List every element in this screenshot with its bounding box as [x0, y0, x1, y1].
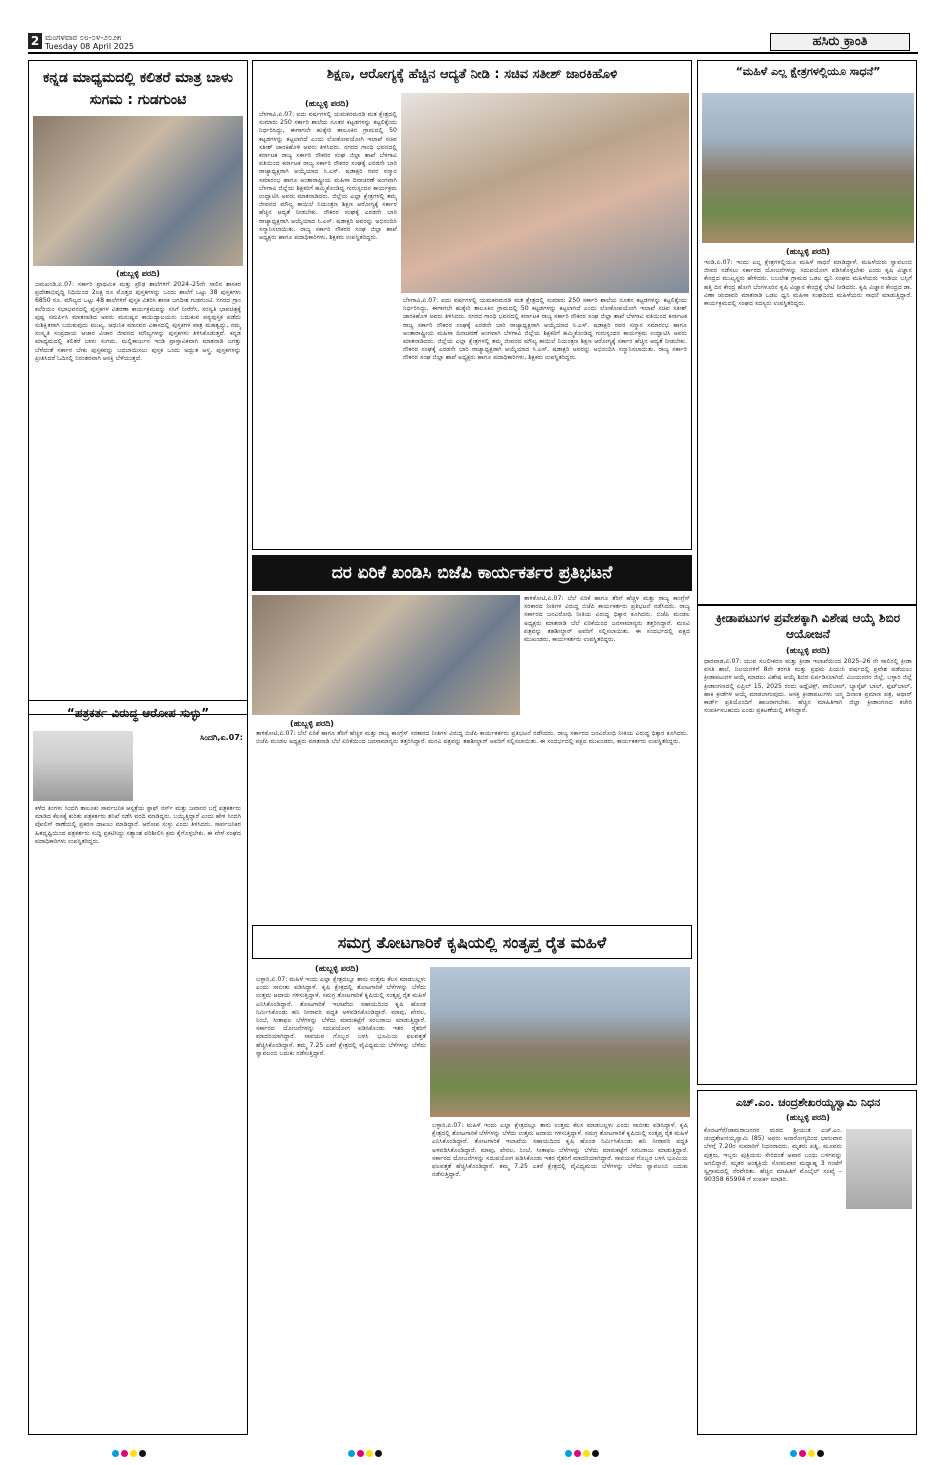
article-byline: ಸಿಂದಗಿ,ಏ.07:	[200, 733, 243, 742]
article-journalist	[28, 700, 248, 1435]
article-women-achievement	[697, 60, 917, 605]
section-brand: ಹಸಿರು ಕ್ರಾಂತಿ	[770, 33, 910, 51]
article-title: ಎಚ್.ಎಂ. ಚಂದ್ರಶೇಖರಯ್ಯಸ್ವಾಮಿ ನಿಧನ	[735, 1096, 881, 1109]
article-byline: (ಹುಬ್ಬಳ್ಳಿ ಪರದಿ)	[315, 964, 359, 973]
article-byline: (ಹುಬ್ಬಳ್ಳಿ ಪರದಿ)	[786, 247, 830, 256]
print-registration-marks	[112, 1442, 162, 1461]
article-kannada-medium	[28, 60, 248, 715]
article-body-continued: ಬಳ್ಳಾರಿ,ಏ.07: ಮಹಿಳೆ ಇಂದು ಎಲ್ಲಾ ಕ್ಷೇತ್ರದಲ್ಲೂ ತಾನು ಉತ್ತಮ ಕೆಲಸ ಮಾಡಬಲ್ಲಳು ಎಂದು ಸಾಬೀತು ಪಡಿಸಿದ್ದಾಳೆ. ಕೃಷಿ ಕ್ಷೇತ್ರದಲ್ಲಿ ತೋಟಗಾರಿಕೆ ಬೆಳೆಗಳನ್ನು ಬೆಳೆದು ಉತ್ತಮ ಆದಾಯ ಗಳಿಸುತ್ತಿದ್ದಾಳೆ. ಸಮಗ್ರ ತೋಟಗಾರಿಕೆ ಕೃಷಿಯಲ್ಲಿ ಸಂತೃಪ್ತ ರೈತ ಮಹಿಳೆ ಎನಿಸಿಕೊಂಡಿದ್ದಾರೆ. ತೋಟಗಾರಿಕೆ ಇಲಾಖೆಯ ಸಹಾಯದಿಂದ ಕೃಷಿ ಹೊಂಡ ನಿರ್ಮಿಸಿಕೊಂಡು ಹನಿ ನೀರಾವರಿ ಪದ್ಧತಿ ಅಳವಡಿಸಿಕೊಂಡಿದ್ದಾರೆ. ಮಾವು, ಪೇರಲ, ನಿಂಬೆ, ಸೀತಾಫಲ ಬೆಳೆಗಳನ್ನು ಬೆಳೆದು ಮಾರುಕಟ್ಟೆಗೆ ಸರಬರಾಜು ಮಾಡುತ್ತಿದ್ದಾರೆ. ಸರ್ಕಾರದ ಯೋಜನೆಗಳನ್ನು ಸದುಪಯೋಗ ಪಡಿಸಿಕೊಂಡು ಇತರ ರೈತರಿಗೆ ಮಾದರಿಯಾಗಿದ್ದಾರೆ. ಸಾವಯವ ಗೊಬ್ಬರ ಬಳಸಿ ಭೂಮಿಯ ಫಲವತ್ತತೆ ಹೆಚ್ಚಿಸಿಕೊಂಡಿದ್ದಾರೆ. ತಮ್ಮ 7.25 ಎಕರೆ ಕ್ಷೇತ್ರದಲ್ಲಿ ವೈವಿಧ್ಯಮಯ ಬೆಳೆಗಳನ್ನು ಬೆಳೆದು ಸ್ವಾವಲಂಬಿ ಬದುಕು ನಡೆಸುತ್ತಿದ್ದಾರೆ.	[432, 1122, 688, 1179]
article-title: ಕ್ರೀಡಾಪಟುಗಳ ಪ್ರವೇಶಕ್ಕಾಗಿ ವಿಶೇಷ ಆಯ್ಕೆ ಶಿಬಿರ ಆಯೋಜನೆ	[715, 611, 901, 641]
article-sports-camp	[697, 605, 917, 1085]
article-body: ಇಂಡಿ,ಏ.07: ಇಂದು ಎಲ್ಲ ಕ್ಷೇತ್ರಗಳಲ್ಲಿಯೂ ಮಹಿಳೆ ಸಾಧನೆ ಮಾಡಿದ್ದಾಳೆ. ಮಹಿಳೆಯರು ಸ್ವಾವಲಂಬಿ ಜೀವನ ನಡೆಸಲು ಸರ್ಕಾರದ ಯೋಜನೆಗಳನ್ನು ಸದುಪಯೋಗ ಪಡಿಸಿಕೊಳ್ಳಬೇಕು ಎಂದು ಕೃಷಿ ವಿಜ್ಞಾನ ಕೇಂದ್ರದ ಮುಖ್ಯಸ್ಥರು ಹೇಳಿದರು. ಬಬಲೇಶ ಗ್ರಾಮದ ಒಡಲ ಧ್ವನಿ ಸಂಘದ ಮಹಿಳೆಯರು ಇಂಡಿಯ ಬಸ್ಸಿಗೆ ಹತ್ತಿ ದಿನ ಕೇಂದ್ರ ಹೋಗಿ ಬೆಂಗಳೂರಿನ ಕೃಷಿ ವಿಜ್ಞಾನ ಕೇಂದ್ರಕ್ಕೆ ಭೇಟಿ ನೀಡಿದರು. ಕೃಷಿ ವಿಜ್ಞಾನ ಕೇಂದ್ರದ ಡಾ. ವಿಣಾ ಚಂದಾವರಿ ಮಾತನಾಡಿ ಒಡಲ ಧ್ವನಿ ಮಹಿಳಾ ಸಂಘದಿಂದ ಮಹಿಳೆಯರು ಸಾಧನೆ ಮಾಡುತ್ತಿದ್ದಾರೆ. ಕಾರ್ಯಕ್ರಮದಲ್ಲಿ ಸಂಘದ ಸದಸ್ಯರು ಉಪಸ್ಥಿತರಿದ್ದರು.	[704, 259, 912, 308]
article-byline: (ಹುಬ್ಬಳ್ಳಿ ಪರದಿ)	[786, 1113, 830, 1122]
article-body: ಕೊರಟಗೆರೆ/ಚಾಮರಾಜನಗರ ಮಠದ ಶ್ರೀಯುತ ಎಚ್.ಎಂ. ಚಂದ್ರಶೇಖರಯ್ಯಸ್ವಾಮಿ (85) ಅವರು ಅನಾರೋಗ್ಯದಿಂದ ಭಾನುವಾರ ಬೆಳಗ್ಗೆ 7.20ರ ಸುಮಾರಿಗೆ ನಿಧನರಾದರು. ಮೃತರು ಪತ್ನಿ, ಮೂವರು ಪುತ್ರರು, ಇಬ್ಬರು ಪುತ್ರಿಯರು ಸೇರಿದಂತೆ ಅಪಾರ ಬಂಧು ಬಳಗವನ್ನು ಅಗಲಿದ್ದಾರೆ. ಮೃತರ ಅಂತ್ಯಕ್ರಿಯೆ ಸೋಮವಾರ ಮಧ್ಯಾಹ್ನ 3 ಗಂಟೆಗೆ ಸ್ವಗ್ರಾಮದಲ್ಲಿ ನೆರವೇರಿತು. ಹೆಚ್ಚಿನ ಮಾಹಿತಿಗೆ ಮೊಬೈಲ್ ಸಂಖ್ಯೆ – 90358 65904 ಗೆ ಸಂಪರ್ಕ ಮಾಡಿರಿ.	[704, 1127, 842, 1184]
article-title: ಸಮಗ್ರ ತೋಟಗಾರಿಕೆ ಕೃಷಿಯಲ್ಲಿ ಸಂತೃಪ್ತ ರೈತ ಮಹಿಳೆ	[252, 925, 692, 959]
page-number: 2	[28, 33, 42, 49]
date-english: Tuesday 08 April 2025	[45, 42, 134, 51]
article-body-continued: ಬೆಳಗಾವಿ,ಏ.07: ಐದು ವರ್ಷಗಳಲ್ಲಿ ಯಮಕನಮರಡಿ ಮತ ಕ್ಷೇತ್ರದಲ್ಲಿ ಸುಮಾರು 250 ಸರ್ಕಾರಿ ಶಾಲೆಯ ನೂತನ ಕಟ್ಟಡಗಳನ್ನು ಕಟ್ಟಲಿಕ್ಕೆಂದು ನಿರ್ಧರಿಸಿದ್ದು, ಈಗಾಗಲೇ ಹುಕ್ಕೇರಿ ತಾಲೂಕಿನ ಗ್ರಾಮದಲ್ಲಿ 50 ಕಟ್ಟಡಗಳನ್ನು ಕಟ್ಟಲಾಗಿದೆ ಎಂದು ಲೋಕೋಪಯೋಗಿ ಇಲಾಖೆ ಸಚಿವ ಸತೀಶ್ ಜಾರಕಿಹೊಳಿ ಅವರು ತಿಳಿಸಿದರು. ನಗರದ ಗಾಂಧಿ ಭವನದಲ್ಲಿ ಕರ್ನಾಟಕ ರಾಜ್ಯ ಸರ್ಕಾರಿ ನೌಕರರ ಸಂಘ ಜಿಲ್ಲಾ ಶಾಖೆ ಬೆಳಗಾವಿ ವತಿಯಿಂದ ಕರ್ನಾಟಕ ರಾಜ್ಯ ಸರ್ಕಾರಿ ನೌಕರರ ಸಂಘಕ್ಕೆ ಎರಡನೇ ಬಾರಿ ರಾಜ್ಯಾಧ್ಯಕ್ಷರಾಗಿ ಆಯ್ಕೆಯಾದ ಸಿ.ಎಸ್. ಷಡಾಕ್ಷರಿ ರವರ ಸನ್ಮಾನ ಸಮಾರಂಭ ಹಾಗೂ ಅಂತಾರಾಷ್ಟ್ರೀಯ ಮಹಿಳಾ ದಿನಾಚರಣೆ ಅಂಗವಾಗಿ ಬೆಳಗಾವಿ ಜಿಲ್ಲೆಯ ಶಿಕ್ಷಕರಿಗೆ ಹಮ್ಮಿಕೊಂಡಿದ್ದ ಗುರುಸ್ಪಂದನ ಕಾರ್ಯಕ್ರಮ ಉದ್ಘಾಟಿಸಿ ಅವರು ಮಾತನಾಡಿದರು. ಜಿಲ್ಲೆಯ ಎಲ್ಲಾ ಕ್ಷೇತ್ರಗಳಲ್ಲಿ ತಮ್ಮ ಜೀವನದ ಮೌಲ್ಯ ಕಾಯಿಲೆ ನಿಯಂತ್ರಣ ಶಿಕ್ಷಣ ಆರೋಗ್ಯಕ್ಕೆ ಸರ್ಕಾರ ಹೆಚ್ಚಿನ ಆದ್ಯತೆ ನೀಡಬೇಕು. ನೌಕರರ ಸಂಘಕ್ಕೆ ಎರಡನೇ ಬಾರಿ ರಾಜ್ಯಾಧ್ಯಕ್ಷರಾಗಿ ಆಯ್ಕೆಯಾದ ಸಿ.ಎಸ್. ಷಡಾಕ್ಷರಿ ಅವರನ್ನು ಅಭಿನಂದಿಸಿ ಸನ್ಮಾನಿಸಲಾಯಿತು. ರಾಜ್ಯ ಸರ್ಕಾರಿ ನೌಕರರ ಸಂಘ ಜಿಲ್ಲಾ ಶಾಖೆ ಅಧ್ಯಕ್ಷರು ಹಾಗೂ ಪದಾಧಿಕಾರಿಗಳು, ಶಿಕ್ಷಕರು ಉಪಸ್ಥಿತರಿದ್ದರು.	[403, 297, 687, 362]
article-title: ಕನ್ನಡ ಮಾಧ್ಯಮದಲ್ಲಿ ಕಲಿತರೆ ಮಾತ್ರ ಬಾಳು ಸುಗಮ : ಗುಡಗುಂಟಿ	[43, 70, 233, 108]
article-body: ಜಮಖಂಡಿ,ಏ.07: ಸರ್ಕಾರಿ ಪ್ರಾಥಮಿಕ ಮತ್ತು ಪ್ರೌಢ ಶಾಲೆಗಳಿಗೆ 2024–25ನೇ ಸಾಲಿನ ಶಾಸಕರ ಪ್ರದೇಶಾಭಿವೃದ್ಧಿ ನಿಧಿಯಿಂದ 2ಲಕ್ಷ ರೂ ಮೊತ್ತದ ಪುಸ್ತಕಗಳನ್ನು ಒಂದು ಶಾಲೆಗೆ ಒಟ್ಟು 38 ಪುಸ್ತಕಗಳು 6850 ರೂ. ಮೌಲ್ಯದ ಒಟ್ಟು 48 ಶಾಲೆಗಳಿಗೆ ಪುಸ್ತಕ ವಿತರಿಸಿ ಶಾಸಕ ಜಗದೀಶ ಗುಡಗುಂಟಿ. ನಗರದ ಗ್ರಾಂ ಕಲೆರಿಯಂ ಸಭಾಭವನದಲ್ಲಿ ಪುಸ್ತಕಗಳ ವಿತರಣಾ ಕಾರ್ಯಕ್ರಮವನ್ನು ಸಸಿಗೆ ನೀರೆರೆಸಿ, ಸರಸ್ವತಿ ಭಾವಚಿತ್ರಕ್ಕೆ ಪುಷ್ಪ ಸಮರ್ಪಿಸಿ ಮಾತನಾಡಿದ ಅವರು ಮನುಷ್ಯನ ಕಾಯಿದ್ಯಾಲಯನು ಬದುಕುವ ಪಠ್ಯಪುಸ್ತಕ ಪಡೆದು ಸುಶಿಕ್ಷಿತರಾಗಿ ಬದುಕುವುದು ಮುಖ್ಯ. ಆಧುನಿಕ ಮಾನವನ ವಿಕಾಸದಲ್ಲಿ ಪುಸ್ತಕಗಳ ಪಾತ್ರ ಮಹತ್ವದ್ದು, ನಮ್ಮ ಸಂಸ್ಕೃತಿ ಸಂಪ್ರದಾಯ ಆಚಾರ ವಿಚಾರ ಜೀವನದ ಮೌಲ್ಯಗಳನ್ನು ಪುಸ್ತಕಗಳು ತಿಳಿಸಿಕೊಡುತ್ತವೆ. ಕನ್ನಡ ಮಾಧ್ಯಮದಲ್ಲಿ ಕಲಿತರೆ ಬಾಳು ಸುಗಮ. ಮಲ್ಲಿಕಾರ್ಜುನ ಇಂಡಿ ಪ್ರಾಸ್ತಾವಿಕವಾಗಿ ಮಾತನಾಡಿ ಜಗತ್ತು ಬೆಳೆದಂತೆ ಸರ್ಕಾರ ಬೇಕು ಪುಸ್ತಕವನ್ನು ಬದಲಾಯಿಸಲು ಪುಸ್ತಕ ಒಂದು ಅದ್ಭುತ ಅಸ್ತ್ರ. ಪುಸ್ತಕಗಳನ್ನು ಪ್ರೀತಿಸಿದರೆ ಓದಿನಲ್ಲಿ ನಿರಂತರವಾಗಿ ಆಸಕ್ತಿ ಬೆಳೆಯುತ್ತದೆ.	[35, 281, 241, 362]
date-kannada: ಮಂಗಳವಾರ ೦೮-೦೪-೨೦೨೫	[45, 33, 122, 42]
article-photo	[401, 93, 689, 293]
print-registration-marks	[790, 1442, 840, 1461]
article-education-health	[252, 60, 692, 550]
article-protest	[252, 595, 692, 920]
print-registration-marks	[348, 1442, 398, 1461]
article-body: ಕಳೆದ ತಿಂಗಳು ಸಿಂದಗಿ ತಾಲೂಕು ಸಾರ್ವಜನಿಕ ಆಸ್ಪತ್ರೆಯ ಸ್ಟಾಫ್ ನರ್ಸ್ ಮತ್ತು ಜವಾನರ ಬಗ್ಗೆ ಪತ್ರಕರ್ತರು ಮಾಡಿದ ಕೆಲಸಕ್ಕೆ ಕುರಿತು ಪತ್ರಕರ್ತರು ತನಿಖೆ ನಡೆಸಿ ವರದಿ ಮಾಡಿದ್ದರು. ಬಯ್ಯಿತ್ತಿದ್ದಾರೆ ಎಂದು ಹೇಳಿ ಸಿಂದಗಿ ಪೋಲಿಸ್ ಠಾಣೆಯಲ್ಲಿ ಪ್ರಕರಣ ದಾಖಲು ಮಾಡಿದ್ದಾರೆ. ಆರೋಪ ಸುಳ್ಳು ಎಂದು ತಿಳಿಸಿದರು. ಸಾರ್ವಜನಿಕರ ಹಿತದೃಷ್ಟಿಯಿಂದ ಪತ್ರಕರ್ತರು ಸುದ್ದಿ ಪ್ರಕಟಿಸಿದ್ದು ಸತ್ಯಾಂಶ ಪರಿಶೀಲಿಸಿ ಕ್ರಮ ಕೈಗೊಳ್ಳಬೇಕು. ಈ ವೇಳೆ ಸಂಘದ ಪದಾಧಿಕಾರಿಗಳು ಉಪಸ್ಥಿತರಿದ್ದರು.	[35, 805, 241, 845]
article-title: ದರ ಏರಿಕೆ ಖಂಡಿಸಿ ಬಿಜೆಪಿ ಕಾರ್ಯಕರ್ತರ ಪ್ರತಿಭಟನೆ	[252, 555, 692, 591]
article-photo	[702, 93, 914, 243]
article-obituary	[697, 1090, 917, 1435]
article-body: ಬೆಳಗಾವಿ,ಏ.07: ಐದು ವರ್ಷಗಳಲ್ಲಿ ಯಮಕನಮರಡಿ ಮತ ಕ್ಷೇತ್ರದಲ್ಲಿ ಸುಮಾರು 250 ಸರ್ಕಾರಿ ಶಾಲೆಯ ನೂತನ ಕಟ್ಟಡಗಳನ್ನು ಕಟ್ಟಲಿಕ್ಕೆಂದು ನಿರ್ಧರಿಸಿದ್ದು, ಈಗಾಗಲೇ ಹುಕ್ಕೇರಿ ತಾಲೂಕಿನ ಗ್ರಾಮದಲ್ಲಿ 50 ಕಟ್ಟಡಗಳನ್ನು ಕಟ್ಟಲಾಗಿದೆ ಎಂದು ಲೋಕೋಪಯೋಗಿ ಇಲಾಖೆ ಸಚಿವ ಸತೀಶ್ ಜಾರಕಿಹೊಳಿ ಅವರು ತಿಳಿಸಿದರು. ನಗರದ ಗಾಂಧಿ ಭವನದಲ್ಲಿ ಕರ್ನಾಟಕ ರಾಜ್ಯ ಸರ್ಕಾರಿ ನೌಕರರ ಸಂಘ ಜಿಲ್ಲಾ ಶಾಖೆ ಬೆಳಗಾವಿ ವತಿಯಿಂದ ಕರ್ನಾಟಕ ರಾಜ್ಯ ಸರ್ಕಾರಿ ನೌಕರರ ಸಂಘಕ್ಕೆ ಎರಡನೇ ಬಾರಿ ರಾಜ್ಯಾಧ್ಯಕ್ಷರಾಗಿ ಆಯ್ಕೆಯಾದ ಸಿ.ಎಸ್. ಷಡಾಕ್ಷರಿ ರವರ ಸನ್ಮಾನ ಸಮಾರಂಭ ಹಾಗೂ ಅಂತಾರಾಷ್ಟ್ರೀಯ ಮಹಿಳಾ ದಿನಾಚರಣೆ ಅಂಗವಾಗಿ ಬೆಳಗಾವಿ ಜಿಲ್ಲೆಯ ಶಿಕ್ಷಕರಿಗೆ ಹಮ್ಮಿಕೊಂಡಿದ್ದ ಗುರುಸ್ಪಂದನ ಕಾರ್ಯಕ್ರಮ ಉದ್ಘಾಟಿಸಿ ಅವರು ಮಾತನಾಡಿದರು. ಜಿಲ್ಲೆಯ ಎಲ್ಲಾ ಕ್ಷೇತ್ರಗಳಲ್ಲಿ ತಮ್ಮ ಜೀವನದ ಮೌಲ್ಯ ಕಾಯಿಲೆ ನಿಯಂತ್ರಣ ಶಿಕ್ಷಣ ಆರೋಗ್ಯಕ್ಕೆ ಸರ್ಕಾರ ಹೆಚ್ಚಿನ ಆದ್ಯತೆ ನೀಡಬೇಕು. ನೌಕರರ ಸಂಘಕ್ಕೆ ಎರಡನೇ ಬಾರಿ ರಾಜ್ಯಾಧ್ಯಕ್ಷರಾಗಿ ಆಯ್ಕೆಯಾದ ಸಿ.ಎಸ್. ಷಡಾಕ್ಷರಿ ಅವರನ್ನು ಅಭಿನಂದಿಸಿ ಸನ್ಮಾನಿಸಲಾಯಿತು. ರಾಜ್ಯ ಸರ್ಕಾರಿ ನೌಕರರ ಸಂಘ ಜಿಲ್ಲಾ ಶಾಖೆ ಅಧ್ಯಕ್ಷರು ಹಾಗೂ ಪದಾಧಿಕಾರಿಗಳು, ಶಿಕ್ಷಕರು ಉಪಸ್ಥಿತರಿದ್ದರು.	[259, 111, 397, 242]
article-horticulture	[252, 962, 692, 1437]
header-rule	[28, 52, 918, 54]
article-byline: (ಹುಬ್ಬಳ್ಳಿ ಪರದಿ)	[305, 99, 349, 108]
article-byline: (ಹುಬ್ಬಳ್ಳಿ ಪರದಿ)	[290, 719, 334, 728]
article-body: ಬಳ್ಳಾರಿ,ಏ.07: ಮಹಿಳೆ ಇಂದು ಎಲ್ಲಾ ಕ್ಷೇತ್ರದಲ್ಲೂ ತಾನು ಉತ್ತಮ ಕೆಲಸ ಮಾಡಬಲ್ಲಳು ಎಂದು ಸಾಬೀತು ಪಡಿಸಿದ್ದಾಳೆ. ಕೃಷಿ ಕ್ಷೇತ್ರದಲ್ಲಿ ತೋಟಗಾರಿಕೆ ಬೆಳೆಗಳನ್ನು ಬೆಳೆದು ಉತ್ತಮ ಆದಾಯ ಗಳಿಸುತ್ತಿದ್ದಾಳೆ. ಸಮಗ್ರ ತೋಟಗಾರಿಕೆ ಕೃಷಿಯಲ್ಲಿ ಸಂತೃಪ್ತ ರೈತ ಮಹಿಳೆ ಎನಿಸಿಕೊಂಡಿದ್ದಾರೆ. ತೋಟಗಾರಿಕೆ ಇಲಾಖೆಯ ಸಹಾಯದಿಂದ ಕೃಷಿ ಹೊಂಡ ನಿರ್ಮಿಸಿಕೊಂಡು ಹನಿ ನೀರಾವರಿ ಪದ್ಧತಿ ಅಳವಡಿಸಿಕೊಂಡಿದ್ದಾರೆ. ಮಾವು, ಪೇರಲ, ನಿಂಬೆ, ಸೀತಾಫಲ ಬೆಳೆಗಳನ್ನು ಬೆಳೆದು ಮಾರುಕಟ್ಟೆಗೆ ಸರಬರಾಜು ಮಾಡುತ್ತಿದ್ದಾರೆ. ಸರ್ಕಾರದ ಯೋಜನೆಗಳನ್ನು ಸದುಪಯೋಗ ಪಡಿಸಿಕೊಂಡು ಇತರ ರೈತರಿಗೆ ಮಾದರಿಯಾಗಿದ್ದಾರೆ. ಸಾವಯವ ಗೊಬ್ಬರ ಬಳಸಿ ಭೂಮಿಯ ಫಲವತ್ತತೆ ಹೆಚ್ಚಿಸಿಕೊಂಡಿದ್ದಾರೆ. ತಮ್ಮ 7.25 ಎಕರೆ ಕ್ಷೇತ್ರದಲ್ಲಿ ವೈವಿಧ್ಯಮಯ ಬೆಳೆಗಳನ್ನು ಬೆಳೆದು ಸ್ವಾವಲಂಬಿ ಬದುಕು ನಡೆಸುತ್ತಿದ್ದಾರೆ.	[256, 976, 426, 1057]
article-body: ತಾಳಿಕೋಟಿ,ಏ.07: ಬೆಲೆ ಏರಿಕೆ ಹಾಗೂ ತೆರಿಗೆ ಹೆಚ್ಚಳ ಮತ್ತು ರಾಜ್ಯ ಕಾಂಗ್ರೆಸ್ ಸರಕಾರದ ನೀತಿಗಳ ವಿರುದ್ಧ ಬಿಜೆಪಿ ಕಾರ್ಯಕರ್ತರು ಪ್ರತಿಭಟನೆ ನಡೆಸಿದರು. ರಾಜ್ಯ ಸರ್ಕಾರದ ಜನವಿರೋಧಿ ನೀತಿಯ ವಿರುದ್ಧ ಧಿಕ್ಕಾರ ಕೂಗಿದರು. ಬಿಜೆಪಿ ಮಂಡಲ ಅಧ್ಯಕ್ಷರು ಮಾತನಾಡಿ ಬೆಲೆ ಏರಿಕೆಯಿಂದ ಜನಸಾಮಾನ್ಯರು ತತ್ತರಿಸಿದ್ದಾರೆ. ಮನವಿ ಪತ್ರವನ್ನು ತಹಶೀಲ್ದಾರ್ ಅವರಿಗೆ ಸಲ್ಲಿಸಲಾಯಿತು. ಈ ಸಂದರ್ಭದಲ್ಲಿ ಪಕ್ಷದ ಮುಖಂಡರು, ಕಾರ್ಯಕರ್ತರು ಉಪಸ್ಥಿತರಿದ್ದರು.	[256, 730, 688, 746]
article-byline: (ಹುಬ್ಬಳ್ಳಿ ಪರದಿ)	[786, 646, 830, 655]
portrait-photo	[846, 1129, 912, 1209]
article-byline: (ಹುಬ್ಬಳ್ಳಿ ಪರದಿ)	[116, 269, 160, 278]
article-body-right: ತಾಳಿಕೋಟಿ,ಏ.07: ಬೆಲೆ ಏರಿಕೆ ಹಾಗೂ ತೆರಿಗೆ ಹೆಚ್ಚಳ ಮತ್ತು ರಾಜ್ಯ ಕಾಂಗ್ರೆಸ್ ಸರಕಾರದ ನೀತಿಗಳ ವಿರುದ್ಧ ಬಿಜೆಪಿ ಕಾರ್ಯಕರ್ತರು ಪ್ರತಿಭಟನೆ ನಡೆಸಿದರು. ರಾಜ್ಯ ಸರ್ಕಾರದ ಜನವಿರೋಧಿ ನೀತಿಯ ವಿರುದ್ಧ ಧಿಕ್ಕಾರ ಕೂಗಿದರು. ಬಿಜೆಪಿ ಮಂಡಲ ಅಧ್ಯಕ್ಷರು ಮಾತನಾಡಿ ಬೆಲೆ ಏರಿಕೆಯಿಂದ ಜನಸಾಮಾನ್ಯರು ತತ್ತರಿಸಿದ್ದಾರೆ. ಮನವಿ ಪತ್ರವನ್ನು ತಹಶೀಲ್ದಾರ್ ಅವರಿಗೆ ಸಲ್ಲಿಸಲಾಯಿತು. ಈ ಸಂದರ್ಭದಲ್ಲಿ ಪಕ್ಷದ ಮುಖಂಡರು, ಕಾರ್ಯಕರ್ತರು ಉಪಸ್ಥಿತರಿದ್ದರು.	[524, 595, 690, 644]
article-body: ಧಾರವಾಡ,ಏ.07: ಯುವ ಸಬಲೀಕರಣ ಮತ್ತು ಕ್ರೀಡಾ ಇಲಾಖೆಯಿಂದ 2025–26 ನೇ ಸಾಲಿನಲ್ಲಿ ಕ್ರೀಡಾ ವಸತಿ ಶಾಲೆ, ನಿಲಯಗಳಿಗೆ 8ನೇ ತರಗತಿ ಮತ್ತು ಪ್ರಥಮ ಪಿಯುಸಿ ವರ್ಷದಲ್ಲಿ ಪ್ರವೇಶ ಪಡೆಯಲು ಕ್ರೀಡಾಪಟುಗಳ ಆಯ್ಕೆ ಮಾಡಲು ವಿಶೇಷ ಆಯ್ಕೆ ಶಿಬಿರ ಏರ್ಪಡಿಸಲಾಗಿದೆ. ವಿಜಯನಗರ ಜಿಲ್ಲೆ, ಬಳ್ಳಾರಿ ಜಿಲ್ಲೆ ಕ್ರೀಡಾಂಗಣದಲ್ಲಿ ಏಪ್ರಿಲ್ 15, 2025 ರಂದು ಅಥ್ಲೆಟಿಕ್ಸ್, ವಾಲಿಬಾಲ್, ಬ್ಯಾಸ್ಕೆಟ್ ಬಾಲ್, ಫುಟ್‌ಬಾಲ್, ಹಾಕಿ ಕ್ರೀಡೆಗಳ ಆಯ್ಕೆ ಮಾಡಲಾಗುವುದು. ಆಸಕ್ತ ಕ್ರೀಡಾಪಟುಗಳು ಜನ್ಮ ದಿನಾಂಕ ಪ್ರಮಾಣ ಪತ್ರ, ಆಧಾರ್ ಕಾರ್ಡ್ ಪ್ರತಿಯೊಂದಿಗೆ ಹಾಜರಾಗಬೇಕು. ಹೆಚ್ಚಿನ ಮಾಹಿತಿಗಾಗಿ ಜಿಲ್ಲಾ ಕ್ರೀಡಾಂಗಣದ ಕಚೇರಿ ಸಂಪರ್ಕಿಸಬಹುದು ಎಂದು ಪ್ರಕಟಣೆಯಲ್ಲಿ ತಿಳಿಸಿದ್ದಾರೆ.	[704, 658, 912, 715]
article-photo	[33, 116, 243, 266]
article-title: “ಮಹಿಳೆ ಎಲ್ಲ ಕ್ಷೇತ್ರಗಳಲ್ಲಿಯೂ ಸಾಧನೆ”	[735, 65, 881, 78]
article-photo	[430, 967, 690, 1117]
article-photo	[252, 595, 520, 715]
date-block	[45, 33, 134, 51]
print-registration-marks	[565, 1442, 615, 1461]
article-photo	[33, 731, 133, 801]
article-title: ಶಿಕ್ಷಣ, ಆರೋಗ್ಯಕ್ಕೆ ಹೆಚ್ಚಿನ ಆದ್ಯತೆ ನೀಡಿ : ಸಚಿವ ಸತೀಶ್ ಜಾರಕಿಹೊಳಿ	[326, 67, 618, 82]
article-title: “ಪತ್ರಕರ್ತ ವಿರುದ್ಧ ಆರೋಪ ಸುಳ್ಳು”	[66, 706, 210, 720]
